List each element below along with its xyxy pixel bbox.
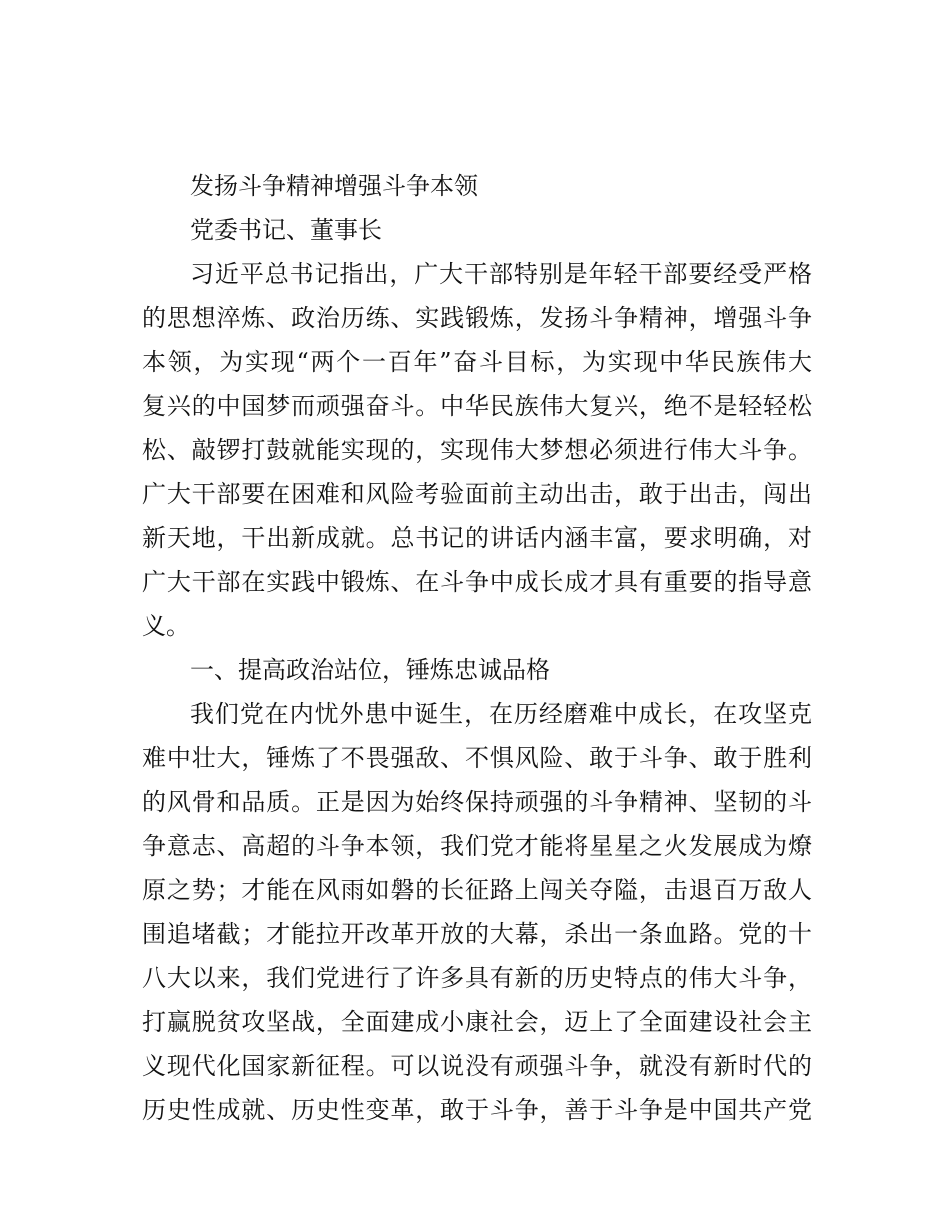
paragraph-line: 的风骨和品质。正是因为始终保持顽强的斗争精神、坚韧的斗: [142, 788, 812, 816]
paragraph-line: 的思想淬炼、政治历练、实践锻炼，发扬斗争精神，增强斗争: [142, 304, 812, 332]
paragraph-line: 复兴的中国梦而顽强奋斗。中华民族伟大复兴，绝不是轻轻松: [142, 392, 812, 420]
paragraph-line: 难中壮大，锤炼了不畏强敌、不惧风险、敢于斗争、敢于胜利: [142, 744, 812, 772]
paragraph-line: 我们党在内忧外患中诞生，在历经磨难中成长，在攻坚克: [190, 700, 812, 728]
paragraph-line: 打赢脱贫攻坚战，全面建成小康社会，迈上了全面建设社会主: [142, 1008, 812, 1036]
paragraph-line: 争意志、高超的斗争本领，我们党才能将星星之火发展成为燎: [142, 832, 812, 860]
paragraph-line: 历史性成就、历史性变革，敢于斗争，善于斗争是中国共产党: [142, 1096, 812, 1124]
paragraph-line: 新天地，干出新成就。总书记的讲话内涵丰富，要求明确，对: [142, 524, 812, 552]
paragraph-line: 本领，为实现“两个一百年”奋斗目标，为实现中华民族伟大: [142, 348, 812, 376]
section-heading: 一、提高政治站位，锤炼忠诚品格: [190, 656, 550, 684]
paragraph-line: 义。: [142, 612, 190, 640]
paragraph-line: 围追堵截；才能拉开改革开放的大幕，杀出一条血路。党的十: [142, 920, 812, 948]
paragraph-line: 义现代化国家新征程。可以说没有顽强斗争，就没有新时代的: [142, 1052, 812, 1080]
paragraph-line: 原之势；才能在风雨如磐的长征路上闯关夺隘，击退百万敌人: [142, 876, 812, 904]
paragraph-line: 习近平总书记指出，广大干部特别是年轻干部要经受严格: [190, 260, 812, 288]
document-author: 党委书记、董事长: [190, 216, 382, 244]
paragraph-line: 广大干部要在困难和风险考验面前主动出击，敢于出击，闯出: [142, 480, 812, 508]
paragraph-line: 松、敲锣打鼓就能实现的，实现伟大梦想必须进行伟大斗争。: [142, 436, 812, 464]
paragraph-line: 八大以来，我们党进行了许多具有新的历史特点的伟大斗争，: [142, 964, 812, 992]
document-body: [142, 164, 812, 1132]
document-title: 发扬斗争精神增强斗争本领: [190, 172, 478, 200]
paragraph-line: 广大干部在实践中锻炼、在斗争中成长成才具有重要的指导意: [142, 568, 812, 596]
